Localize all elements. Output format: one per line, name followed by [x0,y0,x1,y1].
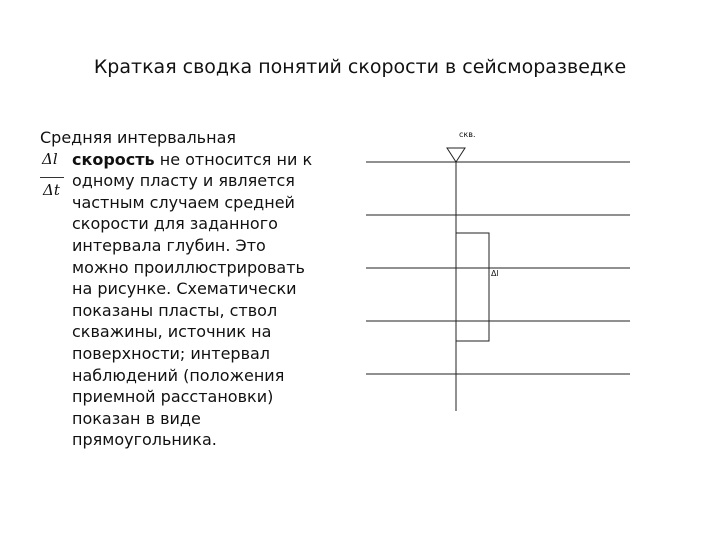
interval-label: Δl [491,269,499,278]
text-line: показаны пласты, ствол [72,300,278,320]
formula-fraction-bar [40,177,64,178]
text-line: скважины, источник на [72,322,272,342]
text-line: интервала глубин. Это [72,235,266,255]
source-triangle-icon [447,148,465,162]
text-line: можно проиллюстрировать [72,257,305,277]
text-line: скорости для заданного [72,214,278,234]
text-line: приемной расстановки) [72,387,274,407]
body-paragraph [40,127,340,451]
text-line: частным случаем средней [72,192,295,212]
text-line: одному пласту и является [72,171,295,191]
text-line: показан в виде [72,408,201,428]
text-line: на рисунке. Схематически [72,279,297,299]
text-line: прямоугольника. [72,430,217,450]
page-title: Краткая сводка понятий скорости в сейсморазведке [93,56,627,78]
formula-numerator: Δl [42,150,58,168]
well-label: скв. [459,130,476,139]
formula-denominator: Δt [43,181,60,199]
text-line: поверхности; интервал [72,343,271,363]
text-line-1: Средняя интервальная [40,128,236,147]
observation-interval-rect [456,233,489,341]
text-line-2-rest: не относится ни к [154,149,313,169]
bold-term: скорость [72,149,155,169]
text-line: наблюдений (положения [72,365,285,385]
text-line-2 [40,149,340,171]
